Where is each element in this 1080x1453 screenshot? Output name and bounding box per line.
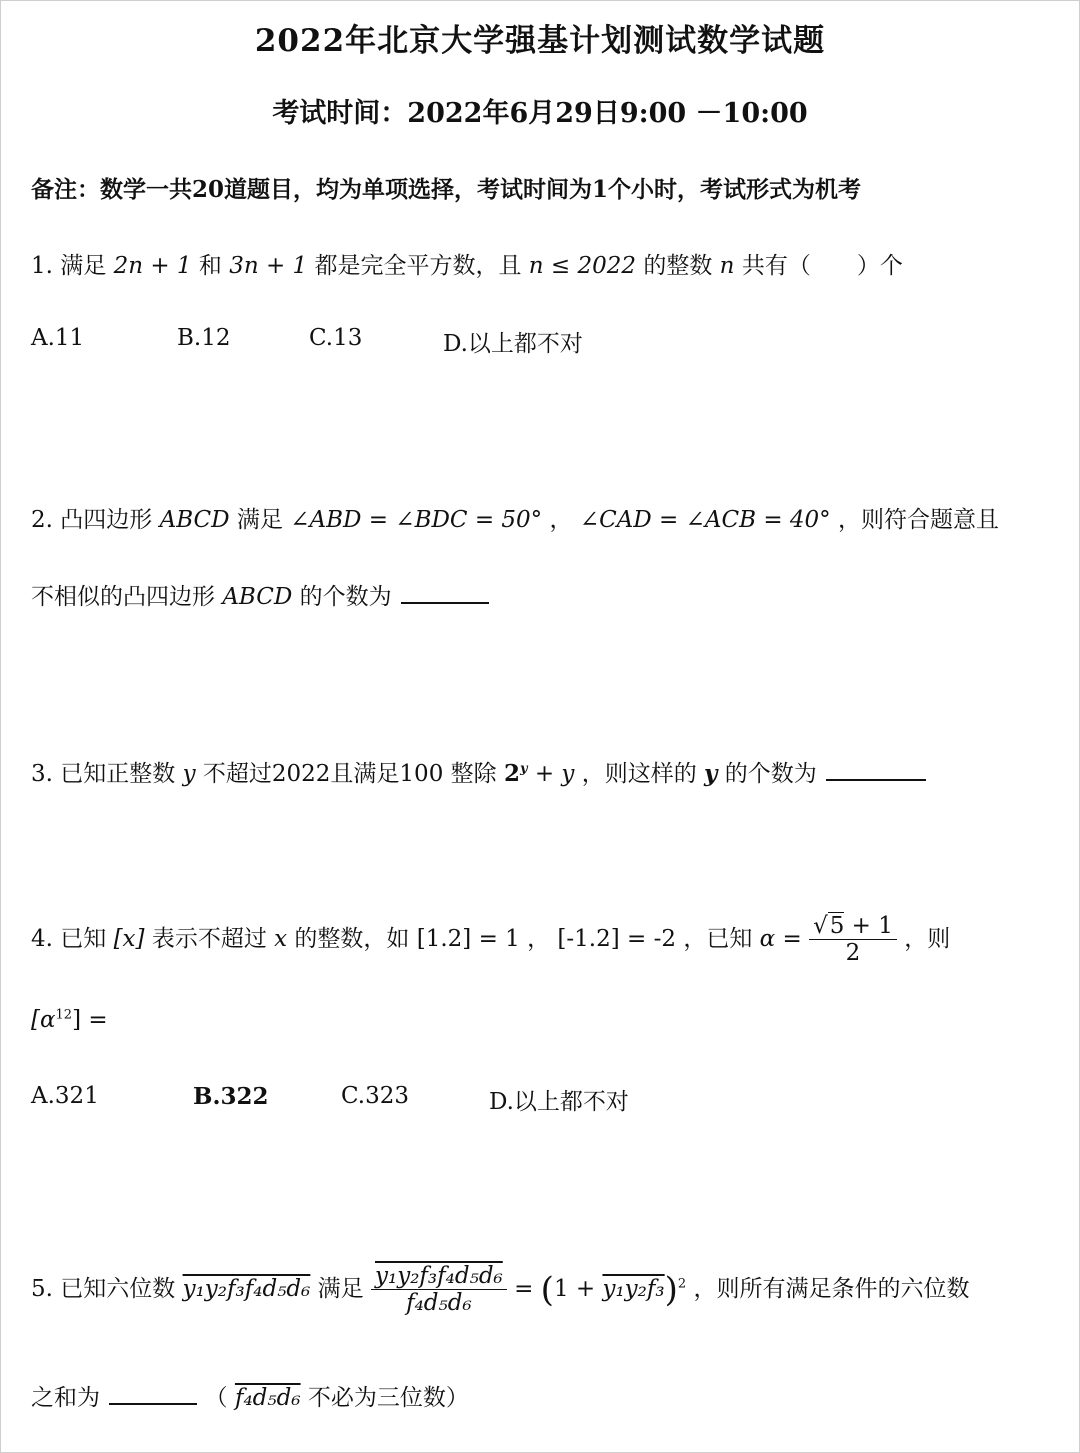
q2-number: 2. <box>31 507 53 533</box>
question-2-line-2 <box>31 578 489 611</box>
q4-math: x <box>274 925 288 952</box>
q4-fraction-denominator: 2 <box>845 940 861 967</box>
exam-note: 备注：数学一共20道题目，均为单项选择，考试时间为1个小时，考试形式为机考 <box>31 176 862 203</box>
q4-text: 的整数，如 <box>294 925 410 952</box>
q4-math: [-1.2] = -2 <box>557 925 677 952</box>
q3-math: y <box>704 760 718 787</box>
q3-text: ，则这样的 <box>581 761 697 787</box>
q4-fraction-numerator <box>809 913 897 940</box>
q2-math: ABCD <box>159 507 230 533</box>
q3-math: y <box>182 761 196 787</box>
q2-text: 不相似的凸四边形 <box>31 584 215 610</box>
q5-math: 1 + <box>553 1275 596 1302</box>
q3-number: 3. <box>31 761 53 787</box>
q4-text: 已知 <box>60 925 107 952</box>
q3-text: 的个数为 <box>724 761 817 787</box>
q2-math: ABCD <box>222 584 293 610</box>
page-title: 2022年北京大学强基计划测试数学试题 <box>254 23 826 59</box>
q4-text: 表示不超过 <box>151 925 267 952</box>
q2-math: ∠CAD = ∠ACB = 40° <box>579 507 831 533</box>
q1-math: n ≤ 2022 <box>528 253 637 279</box>
q5-equals: = <box>514 1275 534 1302</box>
q5-paren-close: ) <box>664 1269 678 1310</box>
q4-floor-exp: 12 <box>55 1007 73 1023</box>
q5-text: 之和为 <box>31 1385 100 1411</box>
question-2 <box>31 501 999 534</box>
question-1 <box>31 247 903 280</box>
q4-option-a[interactable]: A.321 <box>31 1083 99 1109</box>
q4-text: ，则 <box>904 925 951 952</box>
q5-answer-blank[interactable] <box>109 1402 197 1405</box>
q1-option-d[interactable]: D.以上都不对 <box>443 331 583 357</box>
sqrt-symbol: √ <box>813 913 828 939</box>
q4-fraction <box>809 913 897 967</box>
q1-math: n <box>719 253 735 279</box>
q2-text: ，则符合题意且 <box>837 507 999 533</box>
q2-text: 凸四边形 <box>60 507 153 533</box>
q3-power-exp: y <box>519 761 528 777</box>
q3-math <box>504 760 528 787</box>
q5-text: 已知六位数 <box>60 1275 176 1302</box>
q5-three-digit-number: f₄d₅d₆ <box>234 1385 301 1411</box>
q1-text: 都是完全平方数，且 <box>314 253 522 279</box>
q2-text: 满足 <box>236 507 283 533</box>
q2-text: ， <box>549 507 573 533</box>
q2-answer-blank[interactable] <box>401 601 489 604</box>
q4-math: α = <box>759 925 802 952</box>
q3-text: 不超过2022且满足100 整除 <box>202 761 497 787</box>
q3-power-base: 2 <box>503 760 520 787</box>
q1-text: 和 <box>198 253 222 279</box>
q1-text: 的整数 <box>643 253 713 279</box>
q5-fraction-denominator: f₄d₅d₆ <box>406 1290 472 1317</box>
q4-number: 4. <box>31 925 53 952</box>
question-4-line-2 <box>31 1007 108 1033</box>
q5-three-digit-number: y₁y₂f₃ <box>602 1275 665 1302</box>
question-5 <box>31 1263 970 1317</box>
question-3 <box>31 755 926 788</box>
q5-text: ，则所有满足条件的六位数 <box>693 1275 970 1302</box>
q5-text: （ <box>204 1385 228 1411</box>
q3-answer-blank[interactable] <box>826 778 926 781</box>
q4-sqrt-radicand: 5 <box>829 913 845 939</box>
q5-six-digit-number: y₁y₂f₃f₄d₅d₆ <box>182 1275 311 1302</box>
q5-exponent: 2 <box>677 1276 687 1292</box>
question-4 <box>31 913 950 967</box>
q1-number: 1. <box>31 253 53 279</box>
q5-fraction <box>371 1263 507 1317</box>
q4-text: ， <box>527 925 551 952</box>
q1-option-b[interactable]: B.12 <box>177 325 231 351</box>
q4-option-c[interactable]: C.323 <box>341 1083 409 1109</box>
q1-math: 3n + 1 <box>229 253 308 279</box>
q4-text: ，已知 <box>683 925 753 952</box>
q1-math: 2n + 1 <box>113 253 192 279</box>
q1-text: 满足 <box>60 253 107 279</box>
q4-floor-base: [α <box>31 1007 56 1033</box>
q2-math: ∠ABD = ∠BDC = 50° <box>290 507 543 533</box>
q4-math: [x] <box>113 925 145 952</box>
q4-option-d[interactable]: D.以上都不对 <box>489 1089 629 1115</box>
q4-numerator-rest: + 1 <box>844 913 893 939</box>
q5-number: 5. <box>31 1275 53 1302</box>
question-5-line-2 <box>31 1379 469 1412</box>
q5-text: 满足 <box>317 1275 364 1302</box>
exam-time: 考试时间：2022年6月29日9:00 －10:00 <box>272 98 808 129</box>
q3-text: 已知正整数 <box>60 761 176 787</box>
q4-floor-rest: ] = <box>72 1007 108 1033</box>
q5-text: 不必为三位数） <box>307 1385 469 1411</box>
q5-paren-open: ( <box>540 1269 554 1310</box>
q4-math: [1.2] = 1 <box>416 925 520 952</box>
q5-fraction-numerator: y₁y₂f₃f₄d₅d₆ <box>371 1263 507 1290</box>
q1-option-c[interactable]: C.13 <box>309 325 363 351</box>
q1-option-a[interactable]: A.11 <box>31 325 85 351</box>
q4-option-b[interactable]: B.322 <box>193 1083 269 1110</box>
q2-text: 的个数为 <box>299 584 392 610</box>
q3-math: + y <box>527 761 575 787</box>
q1-text: 共有（ ）个 <box>741 253 903 279</box>
